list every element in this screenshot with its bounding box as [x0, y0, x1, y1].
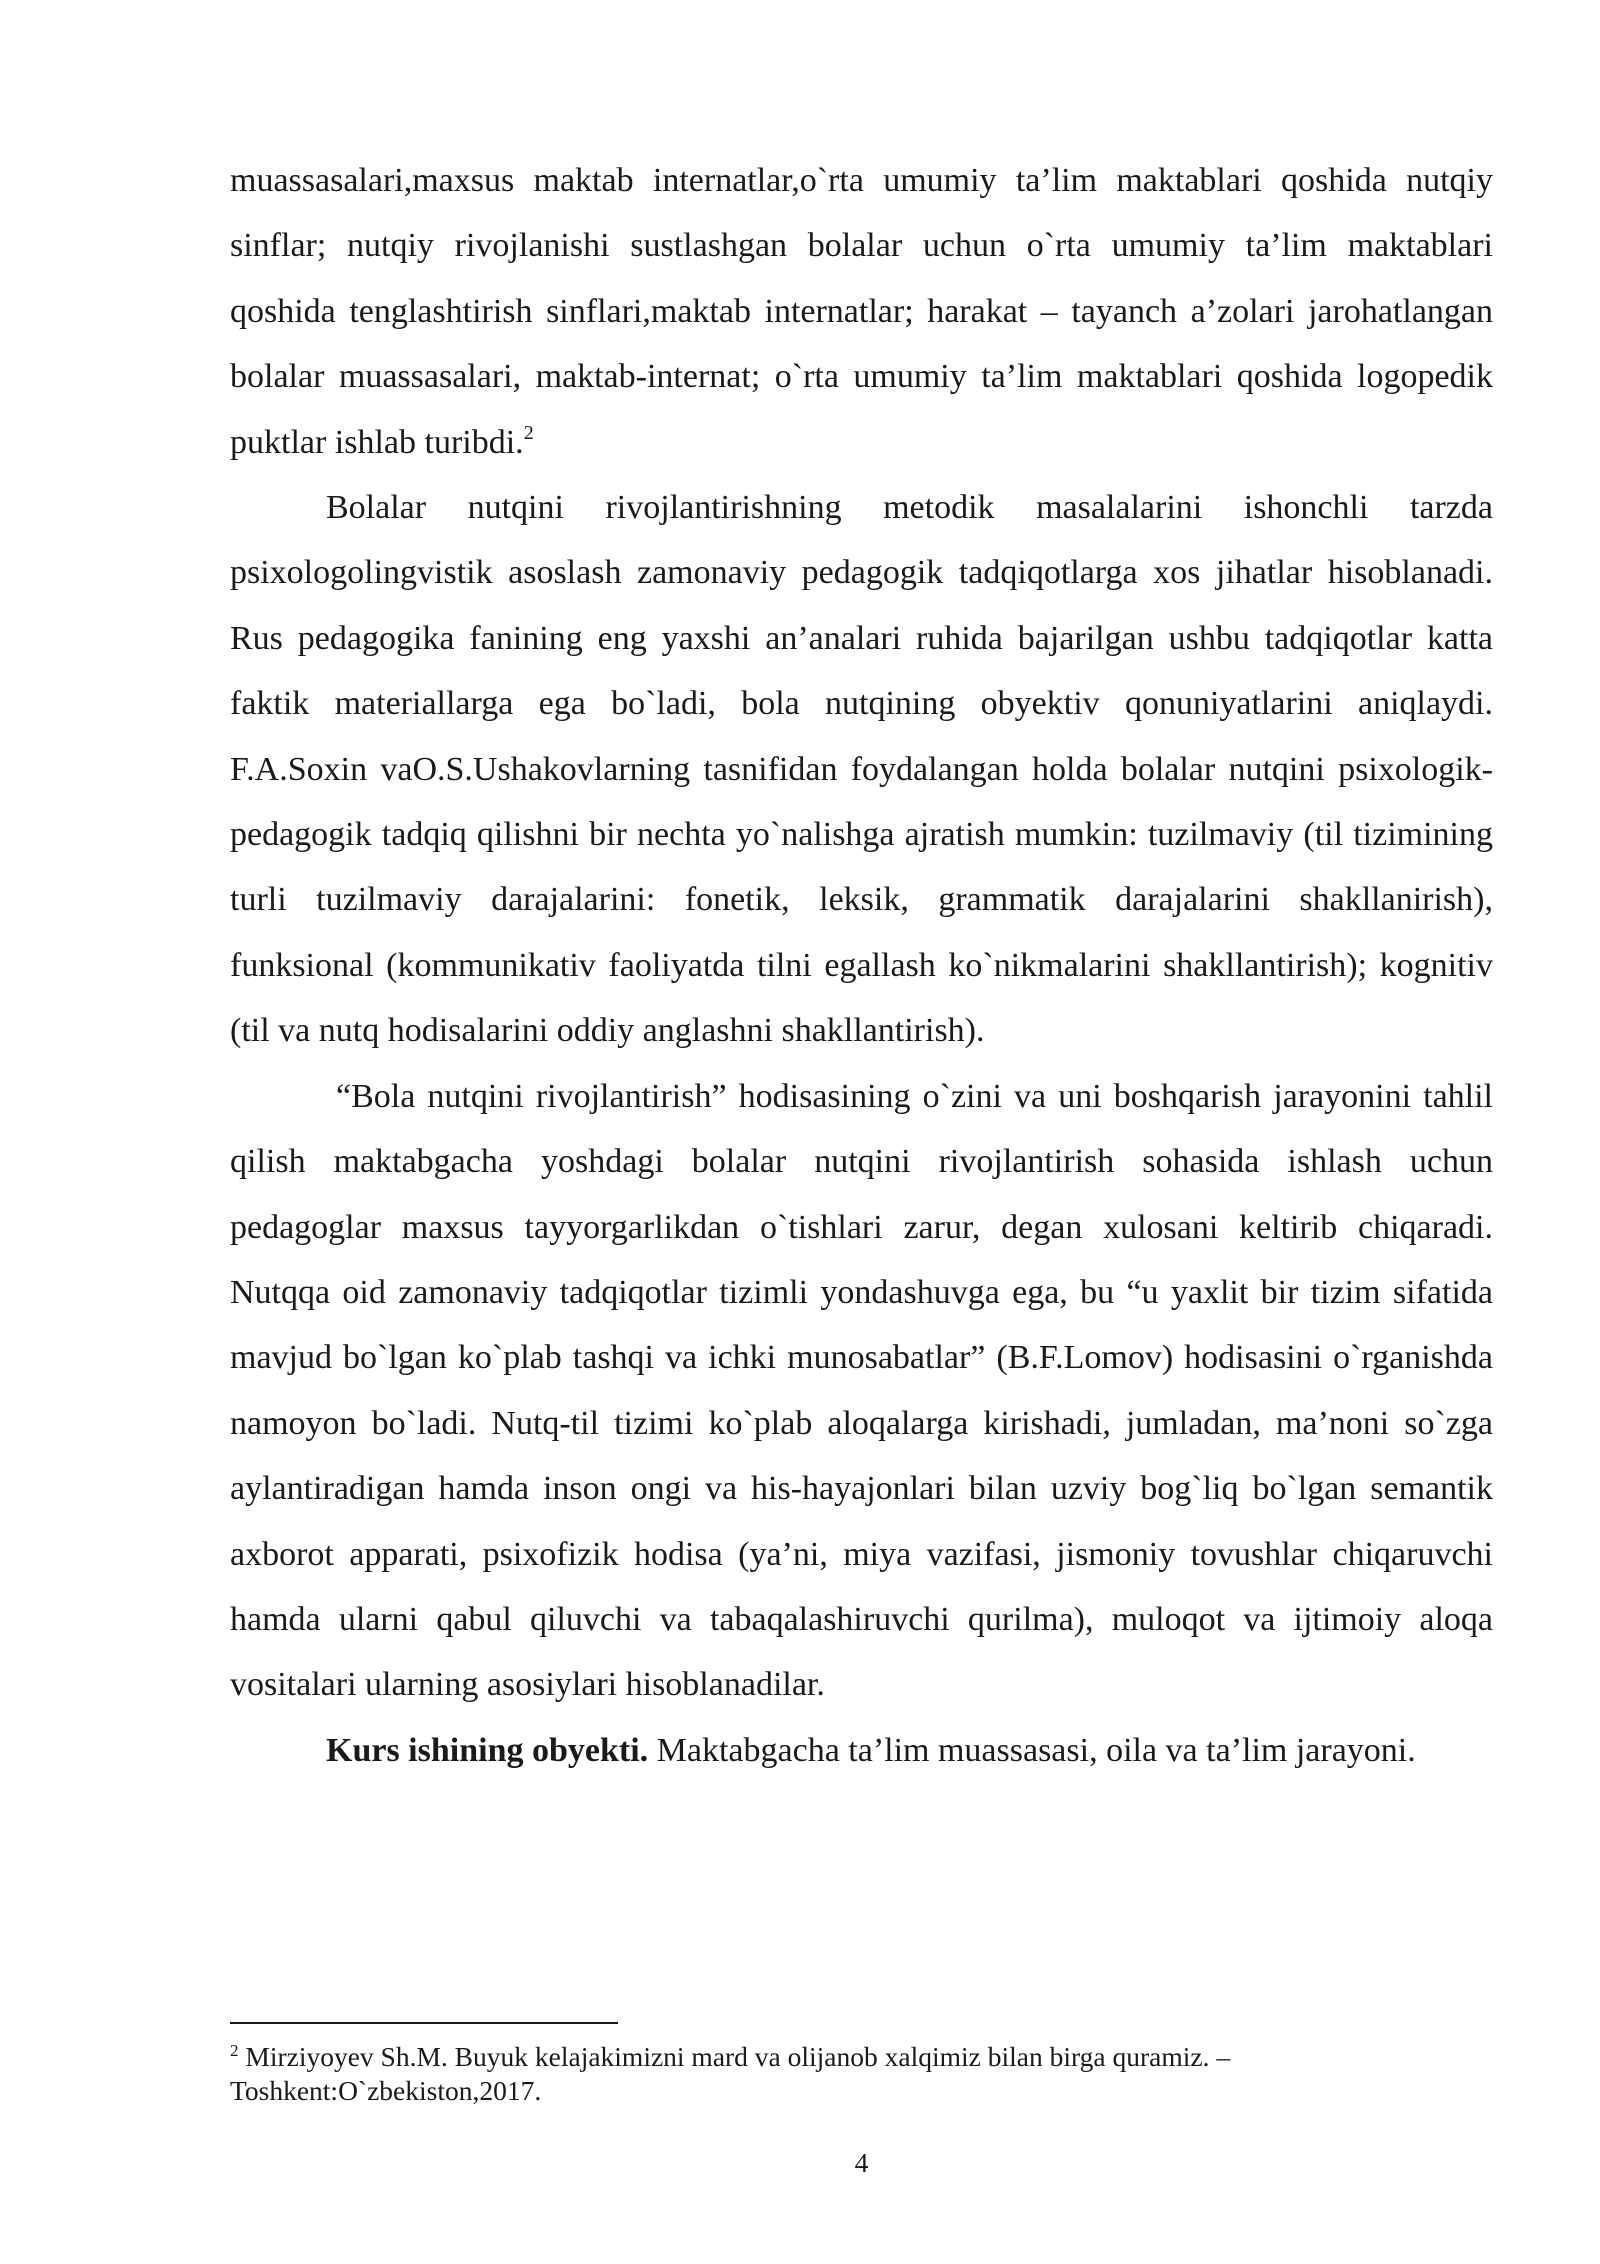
paragraph-3-text: “Bola nutqini rivojlantirish” hodisasining o`zini va uni boshqarish jarayonini tahlil qilish maktabgacha yoshdagi bolalar nutqini rivojlantirish sohasida ishlash uchun pedagoglar maxsus tayyorgarlikdan o`tishlari zarur, degan xulosani keltirib chiqaradi. Nutqqa oid zamonaviy tadqiqotlar tizimli yondashuvga ega, bu “u yaxlit bir tizim sifatida mavjud bo`lgan ko`plab tashqi va ichki munosabatlar” (B.F.Lomov) hodisasini o`rganishda namoyon bo`ladi. Nutq-til tizimi ko`plab aloqalarga kirishadi, jumladan, ma’noni so`zga aylantiradigan hamda inson ongi va his-hayajonlari bilan uzviy bog`liq bo`lgan semantik axborot apparati, psixofizik hodisa (ya’ni, miya vazifasi, jismoniy tovushlar chiqaruvchi hamda ularni qabul qiluvchi va tabaqalashiruvchi qurilma), muloqot va ijtimoiy aloqa vositalari ularning asosiylari hisoblanadilar.	[230, 1077, 1493, 1704]
paragraph-2-text: Bolalar nutqini rivojlantirishning metodik masalalarini ishonchli tarzda psixologolingvistik asoslash zamonaviy pedagogik tadqiqotlarga xos jihatlar hisoblanadi. Rus pedagogika fanining eng yaxshi an’analari ruhida bajarilgan ushbu tadqiqotlar katta faktik materiallarga ega bo`ladi, bola nutqining obyektiv qonuniyatlarini aniqlaydi. F.A.Soxin vaO.S.Ushakovlarning tasnifidan foydalangan holda bolalar nutqini psixologik-pedagogik tadqiq qilishni bir nechta yo`nalishga ajratish mumkin: tuzilmaviy (til tizimining turli tuzilmaviy darajalarini: fonetik, leksik, grammatik darajalarini shakllanirish), funksional (kommunikativ faoliyatda tilni egallash ko`nikmalarini shakllantirish); kognitiv (til va nutq hodisalarini oddiy anglashni shakllantirish).	[230, 489, 1493, 1050]
paragraph-2	[230, 475, 1493, 1064]
paragraph-4-text: Maktabgacha ta’lim muassasasi, oila va ta’lim jarayoni.	[648, 1731, 1416, 1769]
paragraph-4	[230, 1718, 1493, 1783]
paragraph-4-bold-lead: Kurs ishining obyekti.	[326, 1731, 649, 1769]
page-number: 4	[854, 2147, 869, 2178]
footnote-marker: 2	[230, 2041, 239, 2060]
footnote-separator	[230, 2022, 618, 2024]
paragraph-1-text: muassasalari,maxsus maktab internatlar,o`rta umumiy ta’lim maktablari qoshida nutqiy sinflar; nutqiy rivojlanishi sustlashgan bolalar uchun o`rta umumiy ta’lim maktablari qoshida tenglashtirish sinflari,maktab internatlar; harakat – tayanch a’zolari jarohatlangan bolalar muassasalari, maktab-internat; o`rta umumiy ta’lim maktablari qoshida logopedik puktlar ishlab turibdi.	[230, 162, 1493, 461]
footnote-text: Mirziyoyev Sh.M. Buyuk kelajakimizni mard va olijanob xalqimiz bilan birga quramiz. – Toshkent:O`zbekiston,2017.	[230, 2041, 1231, 2106]
body-text	[230, 148, 1493, 1783]
paragraph-1	[230, 148, 1493, 475]
footnote	[230, 2040, 1493, 2108]
paragraph-3	[230, 1064, 1493, 1718]
footnote-reference[interactable]: 2	[523, 421, 534, 444]
